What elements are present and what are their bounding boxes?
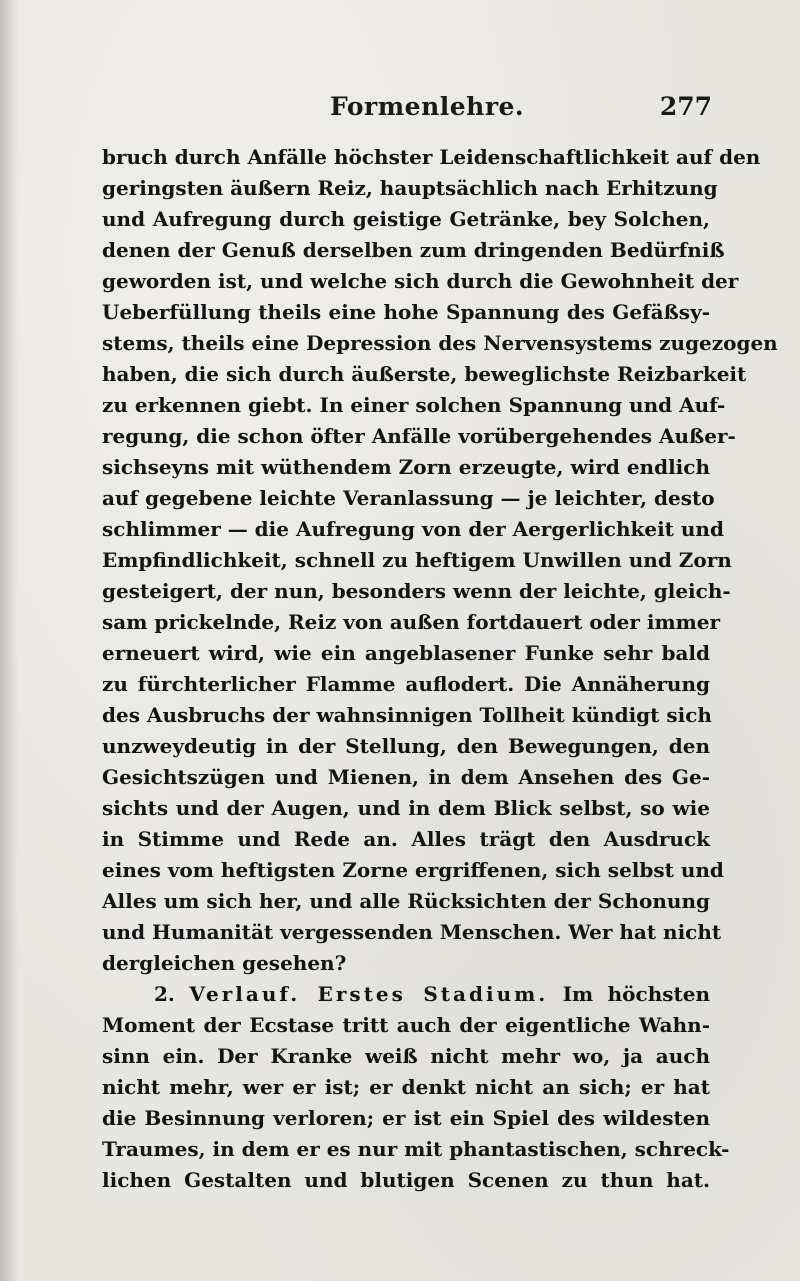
text-line: haben, die sich durch äußerste, beweglichste Reizbarkeit [102,362,747,386]
text-line: nicht mehr, wer er ist; er denkt nicht an sich; er hat [102,1075,710,1099]
text-line: gesteigert, der nun, besonders wenn der leichte, gleich- [102,579,731,603]
text-line: Ueberfüllung theils eine hohe Spannung des Gefäßsy- [102,300,710,324]
section-heading-line [102,979,710,1010]
text-line: regung, die schon öfter Anfälle vorübergehendes Außer- [102,424,736,448]
page-gutter-shadow [0,0,18,1281]
text-line: sinn ein. Der Kranke weiß nicht mehr wo, ja auch [102,1044,710,1068]
text-line: schlimmer — die Aufregung von der Aergerlichkeit und [102,517,724,541]
text-line: sichts und der Augen, und in dem Blick selbst, so wie [102,796,710,820]
body-text [102,142,778,1196]
text-line: die Besinnung verloren; er ist ein Spiel des wildesten [102,1106,710,1130]
text-line: lichen Gestalten und blutigen Scenen zu thun hat. [102,1168,710,1192]
section-number: 2. [154,982,175,1006]
paragraph-1 [102,142,778,979]
text-line: Alles um sich her, und alle Rücksichten der Schonung [102,889,710,913]
text-line: zu fürchterlicher Flamme auflodert. Die Annäherung [102,672,710,696]
text-line: erneuert wird, wie ein angeblasener Funke sehr bald [102,641,710,665]
text-line: dergleichen gesehen? [102,951,347,975]
text-line: und Humanität vergessenden Menschen. Wer hat nicht [102,920,722,944]
text-line: bruch durch Anfälle höchster Leidenschaftlichkeit auf den [102,145,761,169]
text-line: zu erkennen giebt. In einer solchen Spannung und Auf- [102,393,726,417]
text-line: sichseyns mit wüthendem Zorn erzeugte, wird endlich [102,455,710,479]
text-line: geringsten äußern Reiz, hauptsächlich nach Erhitzung [102,176,718,200]
page-number: 277 [659,92,712,121]
text-line: Gesichtszügen und Mienen, in dem Ansehen des Ge- [102,765,710,789]
text-line: unzweydeutig in der Stellung, den Bewegungen, den [102,734,710,758]
text-line: eines vom heftigsten Zorne ergriffenen, sich selbst und [102,858,724,882]
text-fragment: Im höchsten [562,982,710,1006]
section-heading: Verlauf. Erstes Stadium. [189,982,549,1006]
text-line: denen der Genuß derselben zum dringenden Bedürfniß [102,238,725,262]
text-line: stems, theils eine Depression des Nervensystems zugezogen [102,331,778,355]
running-head [100,92,712,128]
text-line: und Aufregung durch geistige Getränke, bey Solchen, [102,207,710,231]
text-line: Empfindlichkeit, schnell zu heftigem Unwillen und Zorn [102,548,732,572]
running-title: Formenlehre. [330,92,525,121]
text-line: Traumes, in dem er es nur mit phantastischen, schreck- [102,1137,730,1161]
text-line: in Stimme und Rede an. Alles trägt den Ausdruck [102,827,710,851]
text-line: auf gegebene leichte Veranlassung — je leichter, desto [102,486,715,510]
paragraph-2 [102,979,730,1196]
text-line: sam prickelnde, Reiz von außen fortdauert oder immer [102,610,721,634]
text-line: des Ausbruchs der wahnsinnigen Tollheit kündigt sich [102,703,712,727]
text-line: geworden ist, und welche sich durch die Gewohnheit der [102,269,739,293]
text-line: Moment der Ecstase tritt auch der eigentliche Wahn- [102,1013,710,1037]
